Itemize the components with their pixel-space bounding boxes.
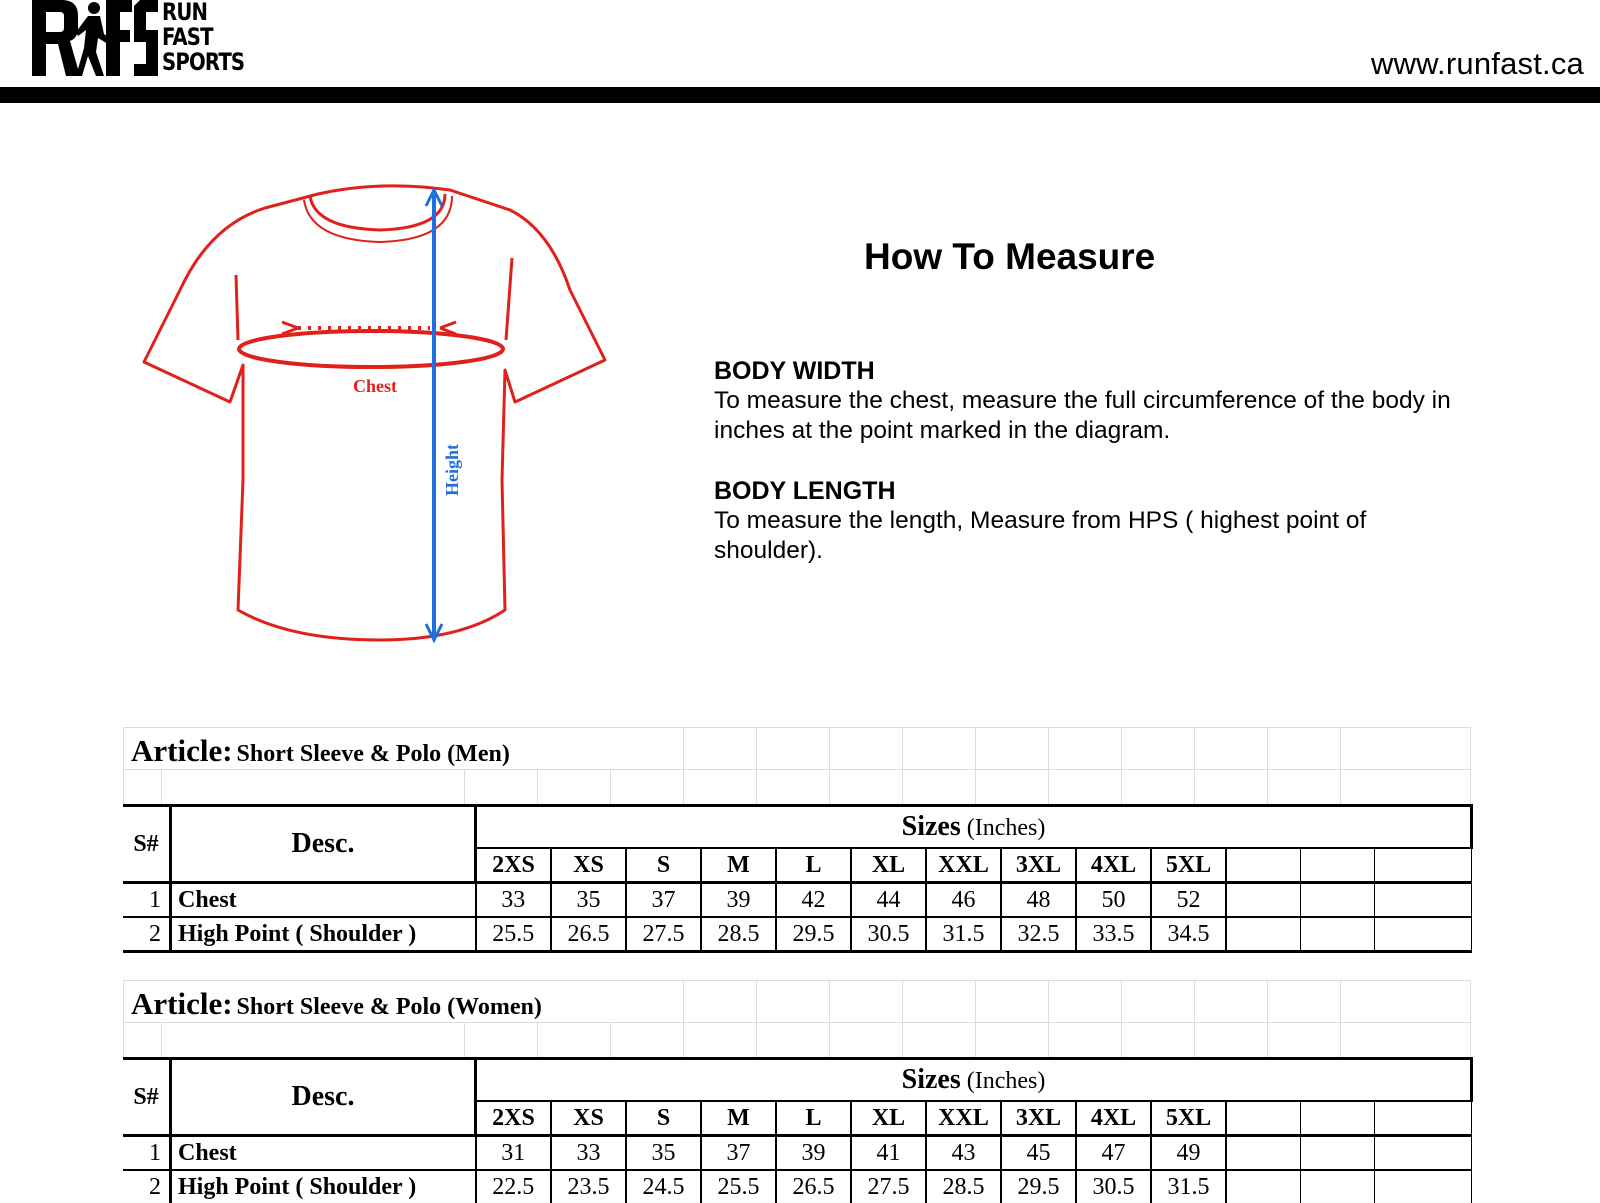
- size-value: 22.5: [476, 1170, 552, 1203]
- size-table-women: [123, 1057, 1473, 1203]
- header-divider: [0, 87, 1600, 103]
- size-header: S: [626, 1101, 701, 1136]
- spreadsheet-grid: [123, 980, 1471, 1060]
- size-header: 3XL: [1001, 1101, 1076, 1136]
- size-value: 48: [1001, 883, 1076, 918]
- empty-cell: [1301, 1101, 1375, 1136]
- size-header: 2XS: [476, 1101, 552, 1136]
- body-length-section: [714, 476, 1474, 566]
- size-value: 34.5: [1151, 917, 1226, 952]
- size-value: 31: [476, 1136, 552, 1171]
- size-value: 27.5: [851, 1170, 926, 1203]
- size-value: 25.5: [701, 1170, 776, 1203]
- body-length-text: To measure the length, Measure from HPS ( highest point of shoulder).: [714, 507, 1367, 564]
- size-value: 52: [1151, 883, 1226, 918]
- empty-cell: [1375, 917, 1472, 952]
- empty-cell: [1375, 1170, 1472, 1203]
- table-row: [123, 883, 1472, 918]
- size-header: L: [776, 1101, 851, 1136]
- rfs-logo-mark: [28, 0, 158, 78]
- size-value: 33.5: [1076, 917, 1151, 952]
- body-length-heading: BODY LENGTH: [714, 477, 896, 505]
- empty-cell: [1375, 848, 1472, 883]
- article-label: Article:: [131, 733, 233, 768]
- size-value: 32.5: [1001, 917, 1076, 952]
- size-header: 4XL: [1076, 848, 1151, 883]
- size-value: 23.5: [551, 1170, 626, 1203]
- empty-cell: [1301, 1170, 1375, 1203]
- size-value: 28.5: [926, 1170, 1001, 1203]
- chest-label: Chest: [353, 376, 397, 396]
- size-header: 5XL: [1151, 1101, 1226, 1136]
- sizes-label: Sizes: [901, 811, 961, 842]
- size-header: S: [626, 848, 701, 883]
- body-width-heading: BODY WIDTH: [714, 357, 875, 385]
- article-label: Article:: [131, 986, 233, 1021]
- empty-cell: [1226, 883, 1301, 918]
- size-header: 3XL: [1001, 848, 1076, 883]
- size-value: 31.5: [1151, 1170, 1226, 1203]
- sizes-label: Sizes: [901, 1064, 961, 1095]
- row-desc: Chest: [171, 1136, 476, 1171]
- size-value: 47: [1076, 1136, 1151, 1171]
- row-sn: 1: [123, 883, 171, 918]
- col-desc-header: Desc.: [171, 806, 476, 883]
- size-header: M: [701, 848, 776, 883]
- size-value: 35: [551, 883, 626, 918]
- size-value: 39: [776, 1136, 851, 1171]
- table-row: [123, 917, 1472, 952]
- size-header: L: [776, 848, 851, 883]
- tshirt-measure-diagram: [140, 180, 630, 660]
- sizes-unit: (Inches): [966, 815, 1046, 841]
- size-value: 43: [926, 1136, 1001, 1171]
- empty-cell: [1375, 883, 1472, 918]
- size-value: 41: [851, 1136, 926, 1171]
- article-name: Short Sleeve & Polo (Women): [236, 994, 542, 1020]
- size-value: 49: [1151, 1136, 1226, 1171]
- size-value: 39: [701, 883, 776, 918]
- size-value: 28.5: [701, 917, 776, 952]
- row-sn: 1: [123, 1136, 171, 1171]
- size-header: 4XL: [1076, 1101, 1151, 1136]
- size-value: 24.5: [626, 1170, 701, 1203]
- size-value: 30.5: [851, 917, 926, 952]
- size-value: 25.5: [476, 917, 552, 952]
- table-row: [123, 1170, 1472, 1203]
- size-value: 42: [776, 883, 851, 918]
- chest-line: [239, 331, 503, 367]
- empty-cell: [1226, 1170, 1301, 1203]
- size-value: 26.5: [776, 1170, 851, 1203]
- empty-cell: [1301, 848, 1375, 883]
- col-sn-header: S#: [123, 1059, 171, 1136]
- row-desc: Chest: [171, 883, 476, 918]
- logo-word: RUN: [162, 0, 208, 26]
- height-label: Height: [442, 444, 462, 496]
- logo-word: SPORTS: [162, 48, 245, 76]
- empty-cell: [1375, 1136, 1472, 1171]
- row-desc: High Point ( Shoulder ): [171, 1170, 476, 1203]
- empty-cell: [1226, 848, 1301, 883]
- size-value: 35: [626, 1136, 701, 1171]
- row-sn: 2: [123, 917, 171, 952]
- logo-initials: RFS: [28, 0, 30, 1]
- size-header: XXL: [926, 1101, 1001, 1136]
- article-title: [131, 733, 510, 769]
- size-value: 26.5: [551, 917, 626, 952]
- size-value: 30.5: [1076, 1170, 1151, 1203]
- tshirt-outline: [144, 186, 605, 640]
- size-value: 37: [626, 883, 701, 918]
- row-desc: High Point ( Shoulder ): [171, 917, 476, 952]
- empty-cell: [1375, 1101, 1472, 1136]
- size-value: 27.5: [626, 917, 701, 952]
- row-sn: 2: [123, 1170, 171, 1203]
- size-value: 44: [851, 883, 926, 918]
- body-width-section: [714, 356, 1474, 446]
- sizes-header: [476, 1059, 1472, 1102]
- size-header: XL: [851, 1101, 926, 1136]
- size-value: 29.5: [1001, 1170, 1076, 1203]
- website-link[interactable]: www.runfast.ca: [1371, 46, 1584, 81]
- empty-cell: [1226, 917, 1301, 952]
- empty-cell: [1226, 1136, 1301, 1171]
- size-header: XXL: [926, 848, 1001, 883]
- size-value: 50: [1076, 883, 1151, 918]
- size-header: XS: [551, 1101, 626, 1136]
- size-value: 45: [1001, 1136, 1076, 1171]
- size-table-men: [123, 804, 1473, 953]
- col-sn-header: S#: [123, 806, 171, 883]
- sizes-unit: (Inches): [966, 1068, 1046, 1094]
- empty-cell: [1226, 1101, 1301, 1136]
- size-value: 33: [476, 883, 552, 918]
- empty-cell: [1301, 1136, 1375, 1171]
- size-value: 46: [926, 883, 1001, 918]
- empty-cell: [1301, 883, 1375, 918]
- size-value: 33: [551, 1136, 626, 1171]
- empty-cell: [1301, 917, 1375, 952]
- spreadsheet-grid: [123, 727, 1471, 807]
- body-width-text: To measure the chest, measure the full circumference of the body in inches at the point marked in the diagram.: [714, 387, 1451, 444]
- size-value: 29.5: [776, 917, 851, 952]
- size-value: 31.5: [926, 917, 1001, 952]
- size-header: M: [701, 1101, 776, 1136]
- logo-word: FAST: [162, 23, 213, 51]
- sizes-header: [476, 806, 1472, 849]
- article-name: Short Sleeve & Polo (Men): [236, 741, 510, 767]
- logo-wordmark: [162, 0, 244, 75]
- brand-logo[interactable]: [28, 0, 248, 80]
- how-to-measure-title: How To Measure: [864, 236, 1156, 277]
- col-desc-header: Desc.: [171, 1059, 476, 1136]
- size-header: XS: [551, 848, 626, 883]
- table-row: [123, 1136, 1472, 1171]
- size-header: 5XL: [1151, 848, 1226, 883]
- article-title: [131, 986, 542, 1022]
- size-header: XL: [851, 848, 926, 883]
- size-value: 37: [701, 1136, 776, 1171]
- size-header: 2XS: [476, 848, 552, 883]
